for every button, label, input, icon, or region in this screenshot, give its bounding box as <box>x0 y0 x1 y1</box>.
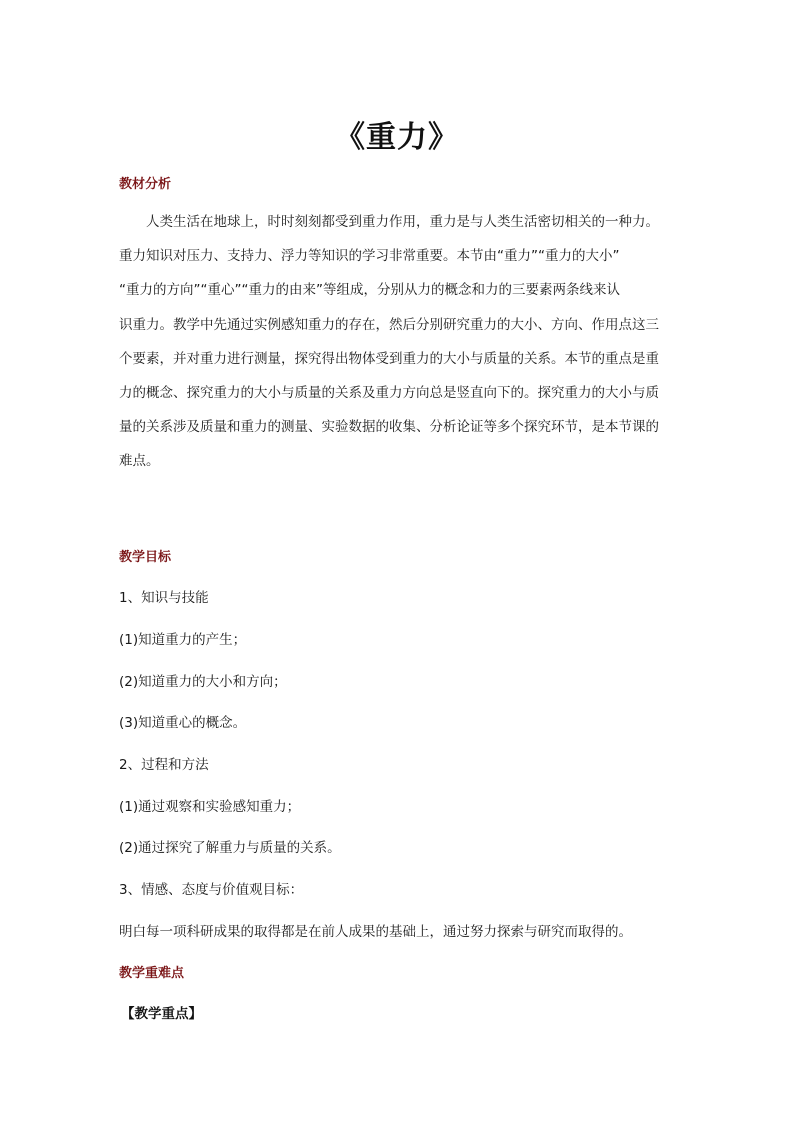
objective-item: (2)通过探究了解重力与质量的关系。 <box>119 840 341 856</box>
paragraph-line: 难点。 <box>119 453 160 470</box>
objective-item: (1)通过观察和实验感知重力； <box>119 799 301 815</box>
document-title: 《重力》 <box>335 120 459 155</box>
section-heading-textbook-analysis: 教材分析 <box>119 177 172 192</box>
textbook-analysis-paragraph <box>119 205 679 479</box>
paragraph-line: 人类生活在地球上，时时刻刻都受到重力作用，重力是与人类生活密切相关的一种力。 <box>119 214 659 230</box>
paragraph-line: 量的关系涉及质量和重力的测量、实验数据的收集、分析论证等多个探究环节，是本节课的 <box>119 419 659 436</box>
objective-item: 2、过程和方法 <box>119 757 209 773</box>
objective-item: 3、情感、态度与价值观目标： <box>119 882 304 898</box>
paragraph-line: 个要素，并对重力进行测量，探究得出物体受到重力的大小与质量的关系。本节的重点是重 <box>119 350 659 367</box>
objective-item: 1、知识与技能 <box>119 590 209 606</box>
objective-item: (3)知道重心的概念。 <box>119 715 247 731</box>
paragraph-line: “重力的方向”“重心”“重力的由来”等组成，分别从力的概念和力的三要素两条线来认 <box>119 282 620 299</box>
paragraph-line: 重力知识对压力、支持力、浮力等知识的学习非常重要。本节由“重力”“重力的大小” <box>119 248 620 265</box>
objective-item: 明白每一项科研成果的取得都是在前人成果的基础上，通过努力探索与研究而取得的。 <box>119 924 632 940</box>
paragraph-line: 力的概念、探究重力的大小与质量的关系及重力方向总是竖直向下的。探究重力的大小与质 <box>119 384 659 401</box>
objective-item: (2)知道重力的大小和方向； <box>119 674 287 690</box>
paragraph-line: 识重力。教学中先通过实例感知重力的存在，然后分别研究重力的大小、方向、作用点这三 <box>119 316 659 333</box>
objective-item: (1)知道重力的产生； <box>119 632 247 648</box>
subheading-teaching-focus: 【教学重点】 <box>121 1006 202 1022</box>
section-heading-teaching-objectives: 教学目标 <box>119 550 172 565</box>
section-heading-key-difficulties: 教学重难点 <box>119 966 185 981</box>
